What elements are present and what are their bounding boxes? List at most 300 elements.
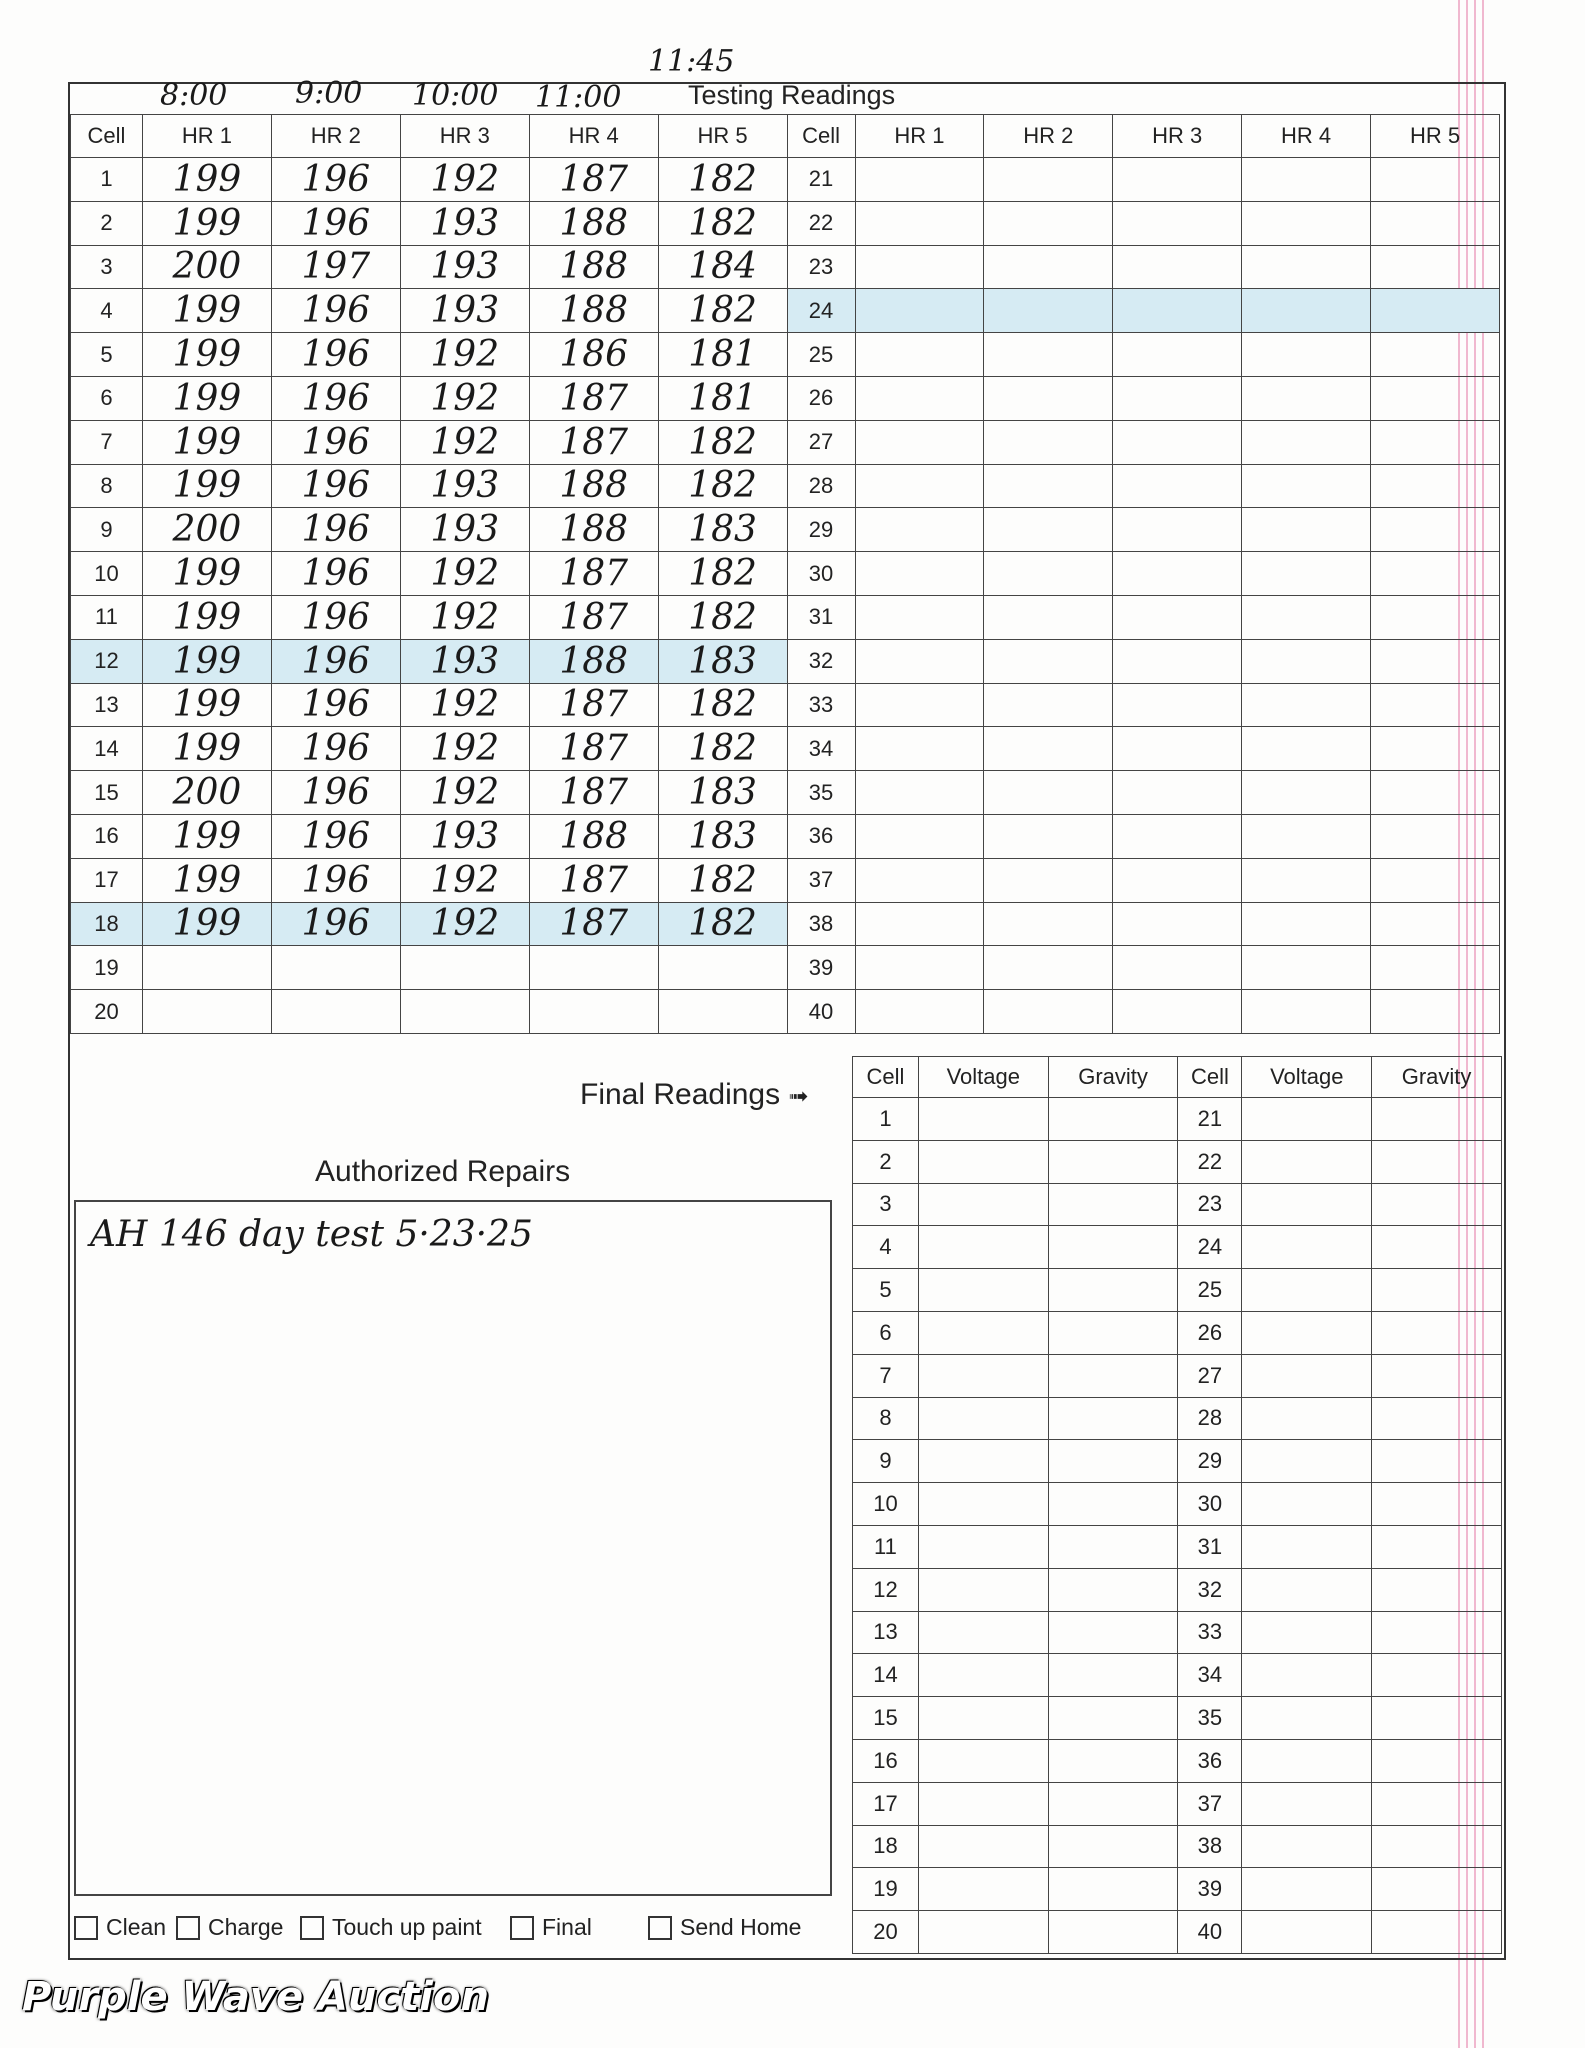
gravity-entry[interactable]	[1048, 1098, 1178, 1141]
gravity-entry[interactable]	[1048, 1525, 1178, 1568]
hr2-reading-right[interactable]	[984, 376, 1113, 420]
voltage-entry-right[interactable]	[1242, 1098, 1372, 1141]
gravity-entry-right[interactable]	[1372, 1226, 1502, 1269]
voltage-entry-right[interactable]	[1242, 1269, 1372, 1312]
gravity-entry[interactable]	[1048, 1140, 1178, 1183]
hr4-reading[interactable]: 188	[529, 245, 658, 289]
hr5-reading-right[interactable]	[1371, 814, 1500, 858]
hr1-reading[interactable]: 199	[142, 814, 271, 858]
checkbox-final[interactable]	[510, 1914, 592, 1941]
voltage-entry[interactable]	[918, 1654, 1048, 1697]
hr5-reading[interactable]: 182	[658, 902, 787, 946]
gravity-entry[interactable]	[1048, 1226, 1178, 1269]
hr5-reading[interactable]: 181	[658, 376, 787, 420]
gravity-entry-right[interactable]	[1372, 1140, 1502, 1183]
gravity-entry-right[interactable]	[1372, 1483, 1502, 1526]
hr5-reading[interactable]: 182	[658, 289, 787, 333]
voltage-entry[interactable]	[918, 1911, 1048, 1954]
hr3-reading-right[interactable]	[1113, 595, 1242, 639]
hr2-reading[interactable]: 196	[271, 289, 400, 333]
hr1-reading-right[interactable]	[855, 858, 984, 902]
hr3-reading[interactable]: 192	[400, 376, 529, 420]
voltage-entry-right[interactable]	[1242, 1397, 1372, 1440]
gravity-entry[interactable]	[1048, 1354, 1178, 1397]
hr4-reading[interactable]: 188	[529, 639, 658, 683]
voltage-entry-right[interactable]	[1242, 1611, 1372, 1654]
hr1-reading[interactable]: 199	[142, 858, 271, 902]
hr5-reading[interactable]: 182	[658, 420, 787, 464]
hr1-reading-right[interactable]	[855, 771, 984, 815]
hr4-reading-right[interactable]	[1242, 552, 1371, 596]
voltage-entry[interactable]	[918, 1483, 1048, 1526]
voltage-entry[interactable]	[918, 1311, 1048, 1354]
hr4-reading[interactable]: 187	[529, 902, 658, 946]
hr4-reading[interactable]: 188	[529, 508, 658, 552]
hr5-reading-right[interactable]	[1371, 902, 1500, 946]
hr2-reading[interactable]: 196	[271, 158, 400, 202]
hr5-reading[interactable]	[658, 946, 787, 990]
gravity-entry-right[interactable]	[1372, 1354, 1502, 1397]
hr1-reading[interactable]: 199	[142, 376, 271, 420]
voltage-entry-right[interactable]	[1242, 1739, 1372, 1782]
hr4-reading[interactable]: 188	[529, 289, 658, 333]
hr1-reading-right[interactable]	[855, 201, 984, 245]
voltage-entry-right[interactable]	[1242, 1654, 1372, 1697]
hr2-reading[interactable]: 196	[271, 639, 400, 683]
hr2-reading-right[interactable]	[984, 245, 1113, 289]
hr4-reading-right[interactable]	[1242, 990, 1371, 1034]
hr4-reading[interactable]	[529, 946, 658, 990]
hr4-reading-right[interactable]	[1242, 376, 1371, 420]
voltage-entry-right[interactable]	[1242, 1311, 1372, 1354]
hr1-reading[interactable]: 199	[142, 727, 271, 771]
checkbox-square-icon[interactable]	[510, 1916, 534, 1940]
voltage-entry[interactable]	[918, 1611, 1048, 1654]
hr3-reading[interactable]: 192	[400, 158, 529, 202]
hr5-reading-right[interactable]	[1371, 158, 1500, 202]
hr2-reading-right[interactable]	[984, 420, 1113, 464]
hr1-reading[interactable]: 199	[142, 201, 271, 245]
hr3-reading-right[interactable]	[1113, 858, 1242, 902]
hr4-reading[interactable]: 187	[529, 595, 658, 639]
hr1-reading[interactable]: 199	[142, 158, 271, 202]
hr1-reading[interactable]: 199	[142, 902, 271, 946]
hr3-reading-right[interactable]	[1113, 683, 1242, 727]
hr5-reading-right[interactable]	[1371, 333, 1500, 377]
voltage-entry-right[interactable]	[1242, 1226, 1372, 1269]
hr1-reading[interactable]: 199	[142, 552, 271, 596]
hr5-reading-right[interactable]	[1371, 595, 1500, 639]
hr1-reading-right[interactable]	[855, 376, 984, 420]
hr2-reading-right[interactable]	[984, 639, 1113, 683]
voltage-entry[interactable]	[918, 1269, 1048, 1312]
hr2-reading-right[interactable]	[984, 727, 1113, 771]
hr3-reading[interactable]: 192	[400, 420, 529, 464]
gravity-entry[interactable]	[1048, 1739, 1178, 1782]
gravity-entry[interactable]	[1048, 1483, 1178, 1526]
hr2-reading-right[interactable]	[984, 683, 1113, 727]
hr1-reading-right[interactable]	[855, 727, 984, 771]
gravity-entry-right[interactable]	[1372, 1654, 1502, 1697]
gravity-entry-right[interactable]	[1372, 1440, 1502, 1483]
voltage-entry-right[interactable]	[1242, 1354, 1372, 1397]
voltage-entry-right[interactable]	[1242, 1825, 1372, 1868]
hr2-reading-right[interactable]	[984, 508, 1113, 552]
hr2-reading-right[interactable]	[984, 595, 1113, 639]
voltage-entry[interactable]	[918, 1568, 1048, 1611]
gravity-entry-right[interactable]	[1372, 1311, 1502, 1354]
voltage-entry-right[interactable]	[1242, 1525, 1372, 1568]
hr3-reading-right[interactable]	[1113, 333, 1242, 377]
hr2-reading-right[interactable]	[984, 464, 1113, 508]
hr2-reading[interactable]: 196	[271, 595, 400, 639]
checkbox-clean[interactable]	[74, 1914, 166, 1941]
hr2-reading[interactable]: 196	[271, 333, 400, 377]
hr4-reading-right[interactable]	[1242, 639, 1371, 683]
hr5-reading[interactable]: 182	[658, 683, 787, 727]
hr1-reading-right[interactable]	[855, 814, 984, 858]
hr4-reading[interactable]: 187	[529, 158, 658, 202]
hr4-reading[interactable]: 188	[529, 814, 658, 858]
gravity-entry-right[interactable]	[1372, 1611, 1502, 1654]
hr4-reading-right[interactable]	[1242, 464, 1371, 508]
hr5-reading-right[interactable]	[1371, 201, 1500, 245]
hr3-reading[interactable]: 192	[400, 595, 529, 639]
hr1-reading-right[interactable]	[855, 990, 984, 1034]
hr3-reading[interactable]: 192	[400, 552, 529, 596]
gravity-entry[interactable]	[1048, 1697, 1178, 1740]
hr2-reading[interactable]: 196	[271, 727, 400, 771]
voltage-entry[interactable]	[918, 1868, 1048, 1911]
hr3-reading[interactable]: 193	[400, 639, 529, 683]
gravity-entry[interactable]	[1048, 1440, 1178, 1483]
voltage-entry[interactable]	[918, 1697, 1048, 1740]
hr1-reading[interactable]: 200	[142, 245, 271, 289]
hr1-reading[interactable]: 199	[142, 464, 271, 508]
gravity-entry-right[interactable]	[1372, 1269, 1502, 1312]
voltage-entry-right[interactable]	[1242, 1440, 1372, 1483]
voltage-entry[interactable]	[918, 1440, 1048, 1483]
hr4-reading-right[interactable]	[1242, 508, 1371, 552]
hr4-reading[interactable]: 187	[529, 771, 658, 815]
gravity-entry[interactable]	[1048, 1611, 1178, 1654]
hr2-reading[interactable]: 196	[271, 420, 400, 464]
hr3-reading[interactable]: 192	[400, 333, 529, 377]
hr3-reading[interactable]	[400, 990, 529, 1034]
gravity-entry-right[interactable]	[1372, 1782, 1502, 1825]
hr3-reading-right[interactable]	[1113, 289, 1242, 333]
hr2-reading-right[interactable]	[984, 333, 1113, 377]
gravity-entry[interactable]	[1048, 1782, 1178, 1825]
hr1-reading-right[interactable]	[855, 508, 984, 552]
hr5-reading-right[interactable]	[1371, 683, 1500, 727]
hr5-reading-right[interactable]	[1371, 727, 1500, 771]
hr3-reading-right[interactable]	[1113, 727, 1242, 771]
hr5-reading-right[interactable]	[1371, 858, 1500, 902]
hr4-reading[interactable]: 187	[529, 420, 658, 464]
checkbox-send-home[interactable]	[648, 1914, 801, 1941]
hr3-reading-right[interactable]	[1113, 552, 1242, 596]
gravity-entry[interactable]	[1048, 1868, 1178, 1911]
hr2-reading-right[interactable]	[984, 771, 1113, 815]
gravity-entry[interactable]	[1048, 1311, 1178, 1354]
hr4-reading[interactable]: 187	[529, 858, 658, 902]
hour-time-3: 10:00	[412, 78, 499, 113]
hr4-reading-right[interactable]	[1242, 289, 1371, 333]
gravity-entry-right[interactable]	[1372, 1825, 1502, 1868]
hr3-reading[interactable]: 192	[400, 771, 529, 815]
hr5-reading[interactable]: 182	[658, 552, 787, 596]
hr5-reading-right[interactable]	[1371, 376, 1500, 420]
hr1-reading[interactable]	[142, 946, 271, 990]
hr3-reading-right[interactable]	[1113, 771, 1242, 815]
hr1-reading-right[interactable]	[855, 552, 984, 596]
hr5-reading[interactable]: 183	[658, 639, 787, 683]
hr1-reading-right[interactable]	[855, 158, 984, 202]
hr3-reading-right[interactable]	[1113, 639, 1242, 683]
gravity-entry-right[interactable]	[1372, 1568, 1502, 1611]
hr4-reading[interactable]: 186	[529, 333, 658, 377]
hr5-reading[interactable]: 183	[658, 814, 787, 858]
hr5-reading[interactable]: 182	[658, 595, 787, 639]
hr3-reading-right[interactable]	[1113, 508, 1242, 552]
hr1-reading-right[interactable]	[855, 464, 984, 508]
hr4-reading[interactable]: 188	[529, 201, 658, 245]
checkbox-square-icon[interactable]	[648, 1916, 672, 1940]
checkbox-square-icon[interactable]	[176, 1916, 200, 1940]
hr2-reading[interactable]: 196	[271, 858, 400, 902]
final-cell-number-right: 39	[1178, 1868, 1242, 1911]
final-cell-number: 5	[853, 1269, 919, 1312]
hr5-reading-right[interactable]	[1371, 464, 1500, 508]
final-cell-number-right: 30	[1178, 1483, 1242, 1526]
hr2-reading-right[interactable]	[984, 814, 1113, 858]
hr4-reading-right[interactable]	[1242, 946, 1371, 990]
gravity-entry[interactable]	[1048, 1654, 1178, 1697]
hr4-reading-right[interactable]	[1242, 727, 1371, 771]
voltage-entry-right[interactable]	[1242, 1183, 1372, 1226]
hr1-reading-right[interactable]	[855, 683, 984, 727]
hr4-reading[interactable]: 187	[529, 727, 658, 771]
hr2-reading-right[interactable]	[984, 552, 1113, 596]
hr3-reading[interactable]: 193	[400, 814, 529, 858]
header-hr4-right: HR 4	[1242, 115, 1371, 158]
hr5-reading-right[interactable]	[1371, 289, 1500, 333]
gravity-entry[interactable]	[1048, 1183, 1178, 1226]
gravity-entry-right[interactable]	[1372, 1911, 1502, 1954]
hr5-reading-right[interactable]	[1371, 639, 1500, 683]
hr4-reading-right[interactable]	[1242, 333, 1371, 377]
hr2-reading[interactable]: 196	[271, 464, 400, 508]
checkbox-square-icon[interactable]	[74, 1916, 98, 1940]
gravity-entry[interactable]	[1048, 1397, 1178, 1440]
hr3-reading[interactable]: 193	[400, 245, 529, 289]
voltage-entry[interactable]	[918, 1354, 1048, 1397]
hr3-reading[interactable]	[400, 946, 529, 990]
voltage-entry[interactable]	[918, 1782, 1048, 1825]
hr2-reading[interactable]: 196	[271, 201, 400, 245]
checkbox-square-icon[interactable]	[300, 1916, 324, 1940]
hr4-reading[interactable]	[529, 990, 658, 1034]
hr5-reading[interactable]: 181	[658, 333, 787, 377]
voltage-entry[interactable]	[918, 1226, 1048, 1269]
hr3-reading[interactable]: 192	[400, 727, 529, 771]
voltage-entry[interactable]	[918, 1739, 1048, 1782]
hr5-reading-right[interactable]	[1371, 946, 1500, 990]
hr4-reading-right[interactable]	[1242, 420, 1371, 464]
hr1-reading-right[interactable]	[855, 639, 984, 683]
voltage-entry-right[interactable]	[1242, 1568, 1372, 1611]
hr2-reading-right[interactable]	[984, 902, 1113, 946]
hr2-reading[interactable]: 196	[271, 552, 400, 596]
hr1-reading-right[interactable]	[855, 420, 984, 464]
hr1-reading[interactable]: 199	[142, 683, 271, 727]
hr3-reading[interactable]: 192	[400, 858, 529, 902]
hr5-reading[interactable]: 182	[658, 201, 787, 245]
gravity-entry[interactable]	[1048, 1269, 1178, 1312]
gravity-entry[interactable]	[1048, 1568, 1178, 1611]
hr5-reading[interactable]: 183	[658, 771, 787, 815]
voltage-entry-right[interactable]	[1242, 1483, 1372, 1526]
hr4-reading-right[interactable]	[1242, 201, 1371, 245]
hr1-reading[interactable]: 200	[142, 771, 271, 815]
hr3-reading[interactable]: 193	[400, 201, 529, 245]
hr5-reading-right[interactable]	[1371, 990, 1500, 1034]
hr2-reading[interactable]: 197	[271, 245, 400, 289]
gravity-entry-right[interactable]	[1372, 1098, 1502, 1141]
checkbox-charge[interactable]	[176, 1914, 283, 1941]
hr1-reading-right[interactable]	[855, 333, 984, 377]
hr4-reading[interactable]: 187	[529, 552, 658, 596]
hr5-reading[interactable]: 184	[658, 245, 787, 289]
hr2-reading[interactable]	[271, 990, 400, 1034]
hr1-reading[interactable]: 199	[142, 595, 271, 639]
hr1-reading-right[interactable]	[855, 946, 984, 990]
gravity-entry[interactable]	[1048, 1825, 1178, 1868]
hr3-reading-right[interactable]	[1113, 158, 1242, 202]
hr3-reading-right[interactable]	[1113, 464, 1242, 508]
hr1-reading-right[interactable]	[855, 902, 984, 946]
hr5-reading[interactable]: 182	[658, 464, 787, 508]
gravity-entry-right[interactable]	[1372, 1397, 1502, 1440]
hr1-reading-right[interactable]	[855, 245, 984, 289]
hr5-reading-right[interactable]	[1371, 420, 1500, 464]
hr3-reading-right[interactable]	[1113, 245, 1242, 289]
hr1-reading[interactable]: 199	[142, 289, 271, 333]
hr3-reading-right[interactable]	[1113, 990, 1242, 1034]
hr1-reading[interactable]: 199	[142, 639, 271, 683]
hr3-reading[interactable]: 193	[400, 464, 529, 508]
hr4-reading-right[interactable]	[1242, 902, 1371, 946]
hr2-reading-right[interactable]	[984, 946, 1113, 990]
hr5-reading[interactable]	[658, 990, 787, 1034]
voltage-entry-right[interactable]	[1242, 1140, 1372, 1183]
hr4-reading-right[interactable]	[1242, 683, 1371, 727]
hr3-reading-right[interactable]	[1113, 420, 1242, 464]
hr1-reading[interactable]	[142, 990, 271, 1034]
hr1-reading-right[interactable]	[855, 595, 984, 639]
hr2-reading[interactable]	[271, 946, 400, 990]
hr4-reading[interactable]: 188	[529, 464, 658, 508]
voltage-entry[interactable]	[918, 1397, 1048, 1440]
gravity-entry-right[interactable]	[1372, 1868, 1502, 1911]
voltage-entry-right[interactable]	[1242, 1911, 1372, 1954]
hr3-reading-right[interactable]	[1113, 201, 1242, 245]
hr3-reading[interactable]: 192	[400, 683, 529, 727]
hr2-reading[interactable]: 196	[271, 814, 400, 858]
hr3-reading-right[interactable]	[1113, 902, 1242, 946]
hr5-reading[interactable]: 182	[658, 158, 787, 202]
hr2-reading-right[interactable]	[984, 990, 1113, 1034]
gravity-entry-right[interactable]	[1372, 1697, 1502, 1740]
hr1-reading[interactable]: 199	[142, 333, 271, 377]
hr3-reading[interactable]: 192	[400, 902, 529, 946]
hr2-reading[interactable]: 196	[271, 771, 400, 815]
voltage-entry[interactable]	[918, 1525, 1048, 1568]
hr3-reading[interactable]: 193	[400, 508, 529, 552]
gravity-entry[interactable]	[1048, 1911, 1178, 1954]
cell-number: 8	[71, 464, 143, 508]
hr2-reading[interactable]: 196	[271, 683, 400, 727]
hr5-reading-right[interactable]	[1371, 508, 1500, 552]
hr5-reading-right[interactable]	[1371, 771, 1500, 815]
repairs-note: AH 146 day test 5·23·25	[90, 1214, 533, 1255]
gravity-entry-right[interactable]	[1372, 1525, 1502, 1568]
hr4-reading-right[interactable]	[1242, 814, 1371, 858]
hr4-reading-right[interactable]	[1242, 771, 1371, 815]
hr2-reading[interactable]: 196	[271, 902, 400, 946]
hr4-reading[interactable]: 187	[529, 683, 658, 727]
hr5-reading-right[interactable]	[1371, 552, 1500, 596]
hr3-reading-right[interactable]	[1113, 814, 1242, 858]
hr3-reading-right[interactable]	[1113, 376, 1242, 420]
hr2-reading[interactable]: 196	[271, 508, 400, 552]
voltage-entry[interactable]	[918, 1098, 1048, 1141]
hr4-reading-right[interactable]	[1242, 245, 1371, 289]
repairs-notes-box[interactable]	[74, 1200, 832, 1896]
hr1-reading[interactable]: 200	[142, 508, 271, 552]
hr5-reading[interactable]: 183	[658, 508, 787, 552]
voltage-entry-right[interactable]	[1242, 1868, 1372, 1911]
hr4-reading-right[interactable]	[1242, 595, 1371, 639]
hr2-reading-right[interactable]	[984, 158, 1113, 202]
hr2-reading-right[interactable]	[984, 289, 1113, 333]
hr1-reading[interactable]: 199	[142, 420, 271, 464]
hr5-reading[interactable]: 182	[658, 858, 787, 902]
final-header-row	[853, 1057, 1502, 1098]
hr5-reading[interactable]: 182	[658, 727, 787, 771]
voltage-entry[interactable]	[918, 1825, 1048, 1868]
hr3-reading-right[interactable]	[1113, 946, 1242, 990]
hr1-reading-right[interactable]	[855, 289, 984, 333]
voltage-entry-right[interactable]	[1242, 1782, 1372, 1825]
hr2-reading-right[interactable]	[984, 201, 1113, 245]
hr4-reading[interactable]: 187	[529, 376, 658, 420]
checkbox-touch-up-paint[interactable]	[300, 1914, 482, 1941]
voltage-entry[interactable]	[918, 1140, 1048, 1183]
hr3-reading[interactable]: 193	[400, 289, 529, 333]
gravity-entry-right[interactable]	[1372, 1739, 1502, 1782]
hr4-reading-right[interactable]	[1242, 858, 1371, 902]
hr2-reading-right[interactable]	[984, 858, 1113, 902]
voltage-entry-right[interactable]	[1242, 1697, 1372, 1740]
final-cell-number-right: 37	[1178, 1782, 1242, 1825]
gravity-entry-right[interactable]	[1372, 1183, 1502, 1226]
hr2-reading[interactable]: 196	[271, 376, 400, 420]
hr5-reading-right[interactable]	[1371, 245, 1500, 289]
hr4-reading-right[interactable]	[1242, 158, 1371, 202]
voltage-entry[interactable]	[918, 1183, 1048, 1226]
